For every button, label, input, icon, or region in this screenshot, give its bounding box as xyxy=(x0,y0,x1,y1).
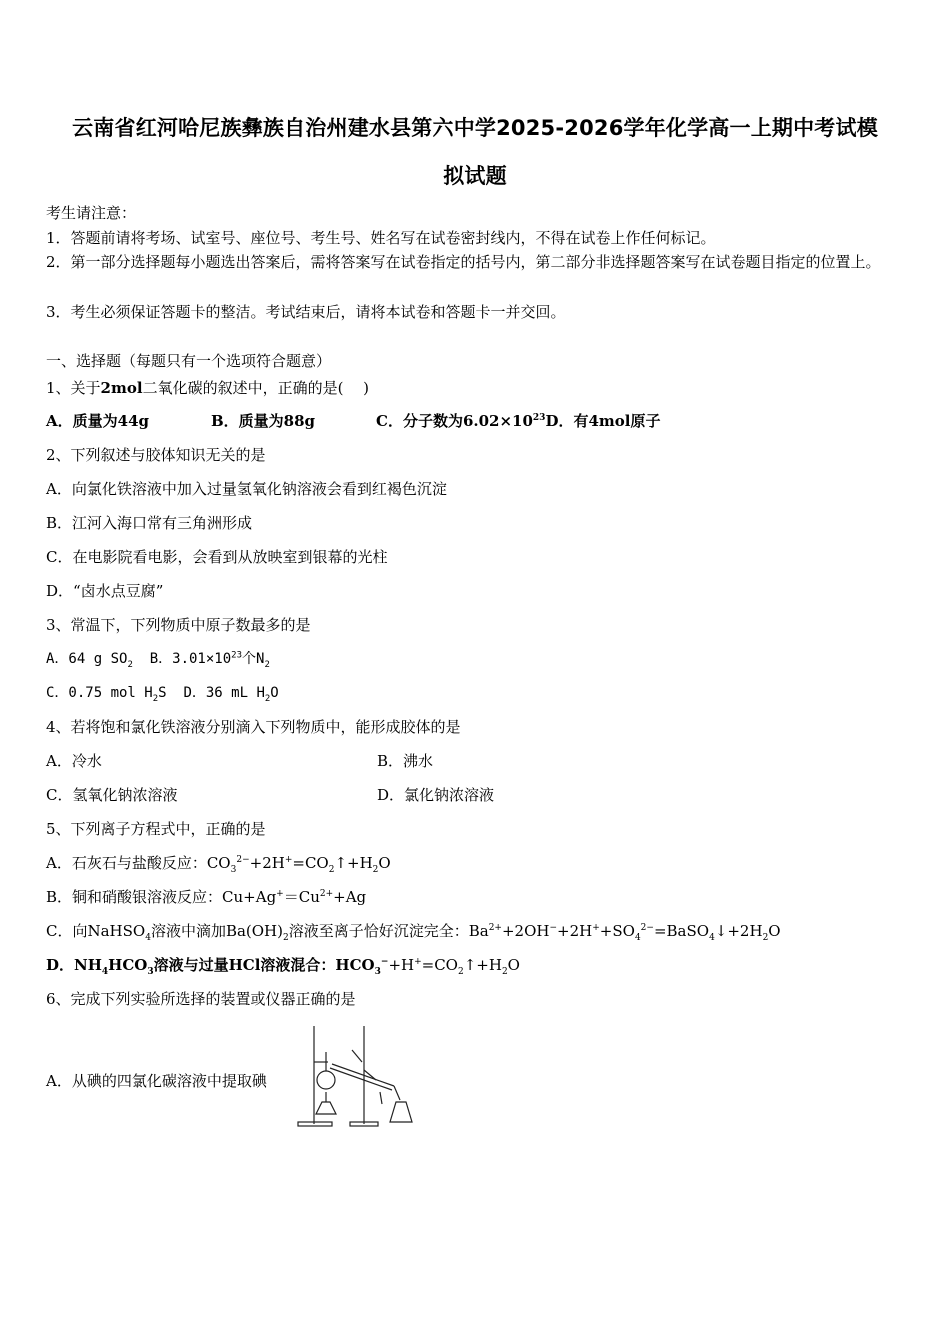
question-3-options-row1 xyxy=(46,649,270,669)
q3-option-a: A．64 g $SO_2$ xyxy=(46,651,133,670)
notice-heading: 考生请注意： xyxy=(46,204,137,222)
q5-option-b: B．铜和硝酸银溶液反应：$Cu+Ag^+=Cu^{2+}+Ag$ xyxy=(46,888,367,906)
notice-item-2: 2．第一部分选择题每小题选出答案后，需将答案写在试卷指定的括号内，第二部分非选择题答案写在试卷题目指定的位置上。 xyxy=(46,253,881,271)
q2-option-a: A．向氯化铁溶液中加入过量氢氧化钠溶液会看到红褐色沉淀 xyxy=(46,480,447,498)
exam-title-line1: 云南省红河哈尼族彝族自治州建水县第六中学2025-2026学年化学高一上期中考试模 xyxy=(72,116,878,140)
q6-option-a: A．从碘的四氯化碳溶液中提取碘 xyxy=(46,1072,267,1090)
q3-option-c: C．0.75 mol $H_2S$ xyxy=(46,685,167,704)
distillation-apparatus-figure xyxy=(292,1022,422,1132)
q3-option-b: B．$3.01\times 10^{23}$个$N_2$ xyxy=(149,650,270,670)
q4-option-a: A．冷水 xyxy=(46,752,102,770)
question-3-stem: 3、常温下，下列物质中原子数最多的是 xyxy=(46,616,311,634)
q1-option-c: C．分子数为$6.02\times 10^{23}$ xyxy=(376,412,546,430)
q4-option-d: D．氯化钠浓溶液 xyxy=(377,786,495,804)
question-2-stem: 2、下列叙述与胶体知识无关的是 xyxy=(46,446,266,464)
question-6-stem: 6、完成下列实验所选择的装置或仪器正确的是 xyxy=(46,990,356,1008)
question-4-stem: 4、若将饱和氯化铁溶液分别滴入下列物质中，能形成胶体的是 xyxy=(46,718,461,736)
q2-option-d: D．“卤水点豆腐” xyxy=(46,582,164,600)
question-1-stem: 1、关于2mol二氧化碳的叙述中，正确的是( ) xyxy=(46,379,370,397)
question-1-options xyxy=(46,411,660,431)
section-heading: 一、选择题（每题只有一个选项符合题意） xyxy=(46,352,332,370)
exam-title-line2: 拟试题 xyxy=(443,164,507,188)
q4-option-b: B．沸水 xyxy=(377,752,434,770)
q1-option-d: D．有4mol原子 xyxy=(545,412,661,430)
q3-option-d: D．36 mL $H_2O$ xyxy=(183,685,279,704)
question-3-options-row2 xyxy=(46,683,279,703)
notice-item-3: 3．考生必须保证答题卡的整洁。考试结束后，请将本试卷和答题卡一并交回。 xyxy=(46,303,566,321)
q4-option-c: C．氢氧化钠浓溶液 xyxy=(46,786,178,804)
q5-option-d: D．$NH_4HCO_3$溶液与过量HCl溶液混合：$HCO_3^-+H^+=CO_2↑+H_2O$ xyxy=(46,956,520,977)
q1-option-a: A．质量为44g xyxy=(46,412,150,430)
q5-option-a: A．石灰石与盐酸反应：$CO_3^{2-}+2H^+=CO_2↑+H_2O$ xyxy=(46,854,391,875)
q5-option-c: C．向NaHSO$_4$溶液中滴加$Ba(OH)_2$溶液至离子恰好沉淀完全：$Ba^{2+}+2OH^-+2H^++SO_4^{2-}=BaSO_4↓+2H_2O$ xyxy=(46,922,781,943)
q2-option-b: B．江河入海口常有三角洲形成 xyxy=(46,514,253,532)
q1-option-b: B．质量为88g xyxy=(211,412,316,430)
q2-option-c: C．在电影院看电影，会看到从放映室到银幕的光柱 xyxy=(46,548,388,566)
notice-item-1: 1．答题前请将考场、试室号、座位号、考生号、姓名写在试卷密封线内，不得在试卷上作任何标记。 xyxy=(46,229,716,247)
question-5-stem: 5、下列离子方程式中，正确的是 xyxy=(46,820,266,838)
